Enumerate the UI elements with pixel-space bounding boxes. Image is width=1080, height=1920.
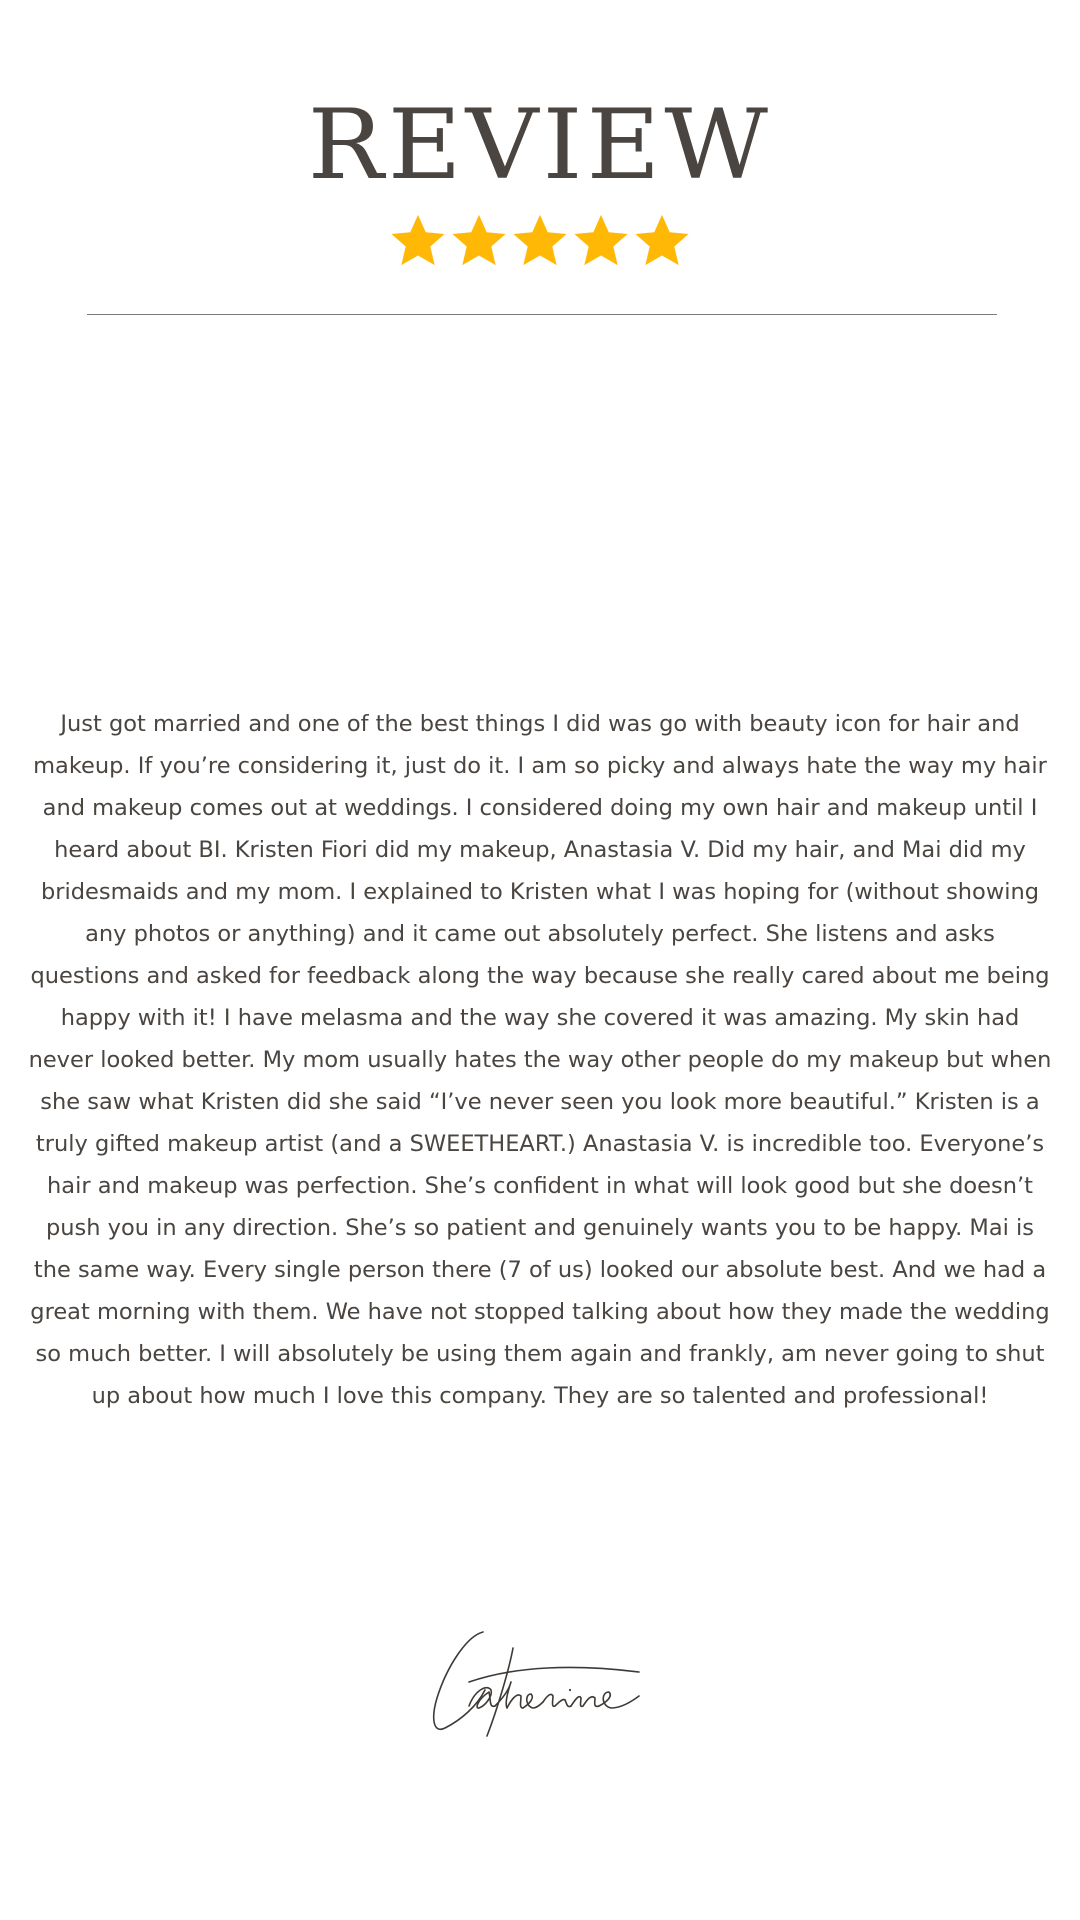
signature <box>425 1620 655 1740</box>
review-text: Just got married and one of the best things I did was go with beauty icon for hair and makeup. If you’re considering it, just do it. I am so picky and always hate the way my hair and makeup comes out at weddings. I considered doing my own hair and makeup until I heard about BI. Kristen Fiori did my makeup, Anastasia V. Did my hair, and Mai did my bridesmaids and my mom. I explained to Kristen what I was hoping for (without showing any photos or anything) and it came out absolutely perfect. She listens and asks questions and asked for feedback along the way because she really cared about me being happy with it! I have melasma and the way she covered it was amazing. My skin had never looked better. My mom usually hates the way other people do my makeup but when she saw what Kristen did she said “I’ve never seen you look more beautiful.” Kristen is a truly gifted makeup artist (and a SWEETHEART.) Anastasia V. is incredible too. Everyone’s hair and makeup was perfection. She’s confident in what will look good but she doesn’t push you in any direction. She’s so patient and genuinely wants you to be happy. Mai is the same way. Every single person there (7 of us) looked our absolute best. And we had a great morning with them. We have not stopped talking about how they made the wedding so much better. I will absolutely be using them again and frankly, am never going to shut up about how much I love this company. They are so talented and professional! <box>28 711 1052 1409</box>
star-icon <box>450 212 508 270</box>
divider <box>87 314 997 315</box>
star-icon <box>633 212 691 270</box>
star-icon <box>389 212 447 270</box>
star-icon <box>572 212 630 270</box>
star-icon <box>511 212 569 270</box>
page-title: REVIEW <box>307 89 773 201</box>
star-rating <box>0 212 1080 270</box>
